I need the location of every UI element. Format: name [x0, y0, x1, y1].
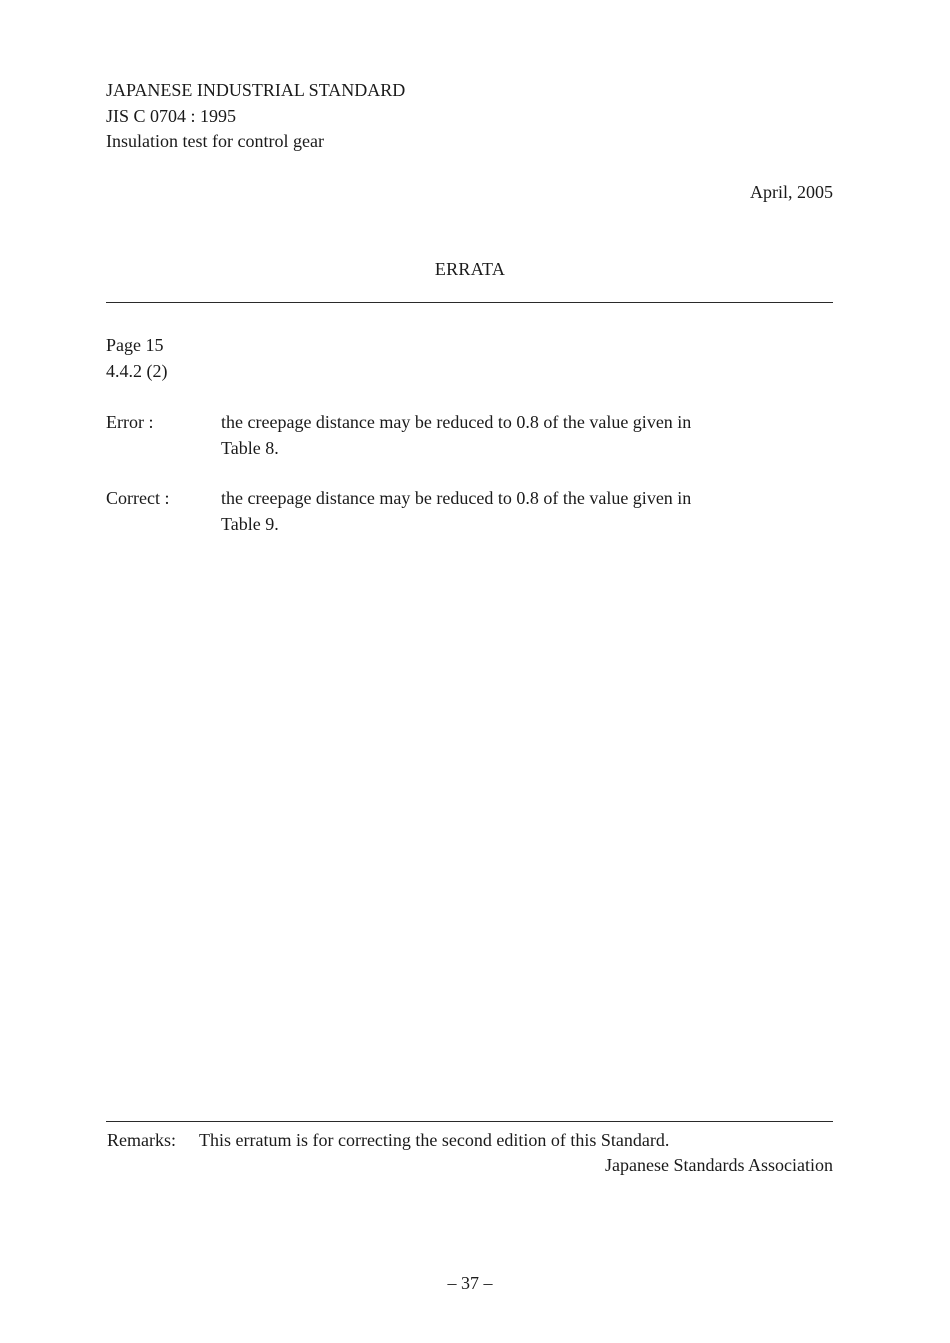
issuing-association: Japanese Standards Association [605, 1155, 833, 1175]
error-text-line: the creepage distance may be reduced to 0.8 of the value given in [221, 412, 692, 432]
errata-date: April, 2005 [750, 182, 833, 202]
error-text-line: Table 8. [221, 437, 279, 458]
page-title: ERRATA [434, 259, 506, 279]
correct-text-line: the creepage distance may be reduced to 0.8 of the value given in [221, 488, 692, 508]
correct-text [221, 486, 821, 537]
top-divider [106, 302, 833, 303]
error-text [221, 410, 821, 461]
remarks [107, 1128, 669, 1153]
errata-reference [106, 333, 168, 384]
bottom-divider [106, 1121, 833, 1122]
correct-text-line: Table 9. [221, 513, 279, 534]
correct-label: Correct : [106, 488, 170, 508]
page-number: – 37 – [447, 1273, 493, 1293]
header-standard-type: JAPANESE INDUSTRIAL STANDARD [106, 80, 406, 100]
document-header [106, 78, 405, 155]
remarks-label: Remarks: [107, 1130, 176, 1150]
reference-clause: 4.4.2 (2) [106, 360, 168, 381]
header-standard-number: JIS C 0704 : 1995 [106, 105, 237, 126]
error-label: Error : [106, 412, 154, 432]
reference-page: Page 15 [106, 335, 164, 355]
header-standard-title: Insulation test for control gear [106, 131, 324, 151]
remarks-text: This erratum is for correcting the second edition of this Standard. [199, 1130, 670, 1150]
